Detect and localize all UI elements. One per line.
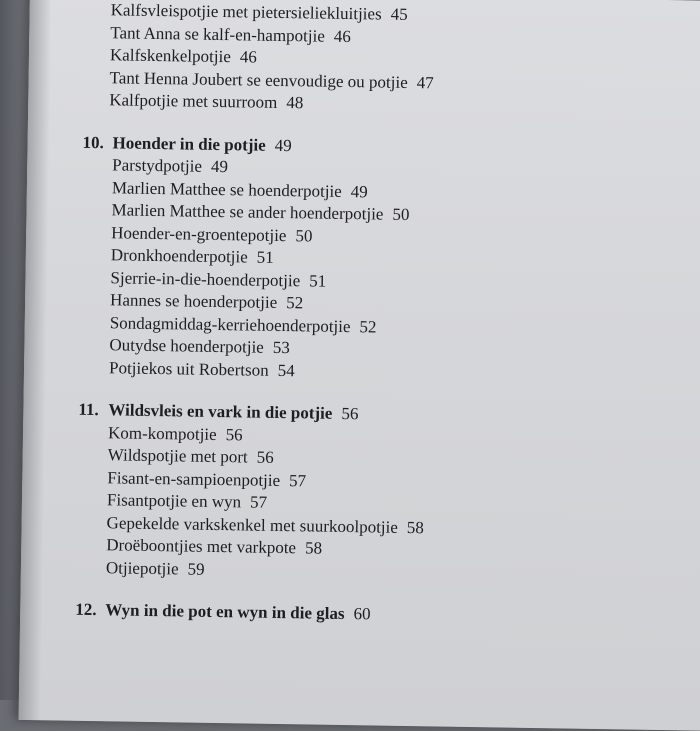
- entry-page: 49: [210, 156, 229, 177]
- entry-title: Fisant-en-sampioenpotjie: [107, 467, 281, 490]
- entry-title: Kalfsvleispotjie met pietersieliekluitjies: [110, 0, 382, 24]
- entry-title: Potjiekos uit Robertson: [108, 357, 269, 380]
- entry-title: Parstydpotjie: [112, 155, 203, 176]
- entry-title: Kalfskenkelpotjie: [109, 45, 231, 67]
- entry-title: Droëboontjies met varkpote: [106, 535, 297, 558]
- entry-page: 50: [392, 204, 410, 224]
- entry-title: Gepekelde varkskenkel met suurkoolpotjie: [106, 512, 399, 537]
- toc-section-12: [75, 599, 425, 627]
- toc-section-continued: [83, 0, 435, 117]
- toc-entry: [76, 556, 426, 584]
- entry-page: 52: [286, 293, 304, 313]
- entry-title: Sjerrie-in-die-hoenderpotjie: [110, 267, 301, 290]
- entry-page: 51: [309, 270, 327, 291]
- entry-page: 47: [416, 72, 434, 92]
- toc-entry: [79, 356, 429, 384]
- entry-title: Sondagmiddag-kerriehoenderpotjie: [109, 312, 351, 336]
- toc-section-11: [76, 399, 429, 584]
- entry-page: 46: [333, 26, 352, 46]
- table-of-contents: [75, 0, 435, 627]
- entry-page: 50: [295, 225, 313, 245]
- toc-section-10: [79, 131, 433, 384]
- entry-page: 58: [406, 517, 425, 537]
- chapter-page: 56: [341, 403, 359, 424]
- chapter-title: Wildsvleis en vark in die potjie: [108, 400, 333, 423]
- chapter-title: Hoender in die potjie: [112, 132, 266, 155]
- entry-title: Fisantpotjie en wyn: [106, 490, 242, 512]
- entry-title: Marlien Matthee se hoenderpotjie: [111, 177, 342, 201]
- entry-page: 56: [256, 447, 274, 467]
- chapter-page: 60: [353, 604, 371, 624]
- entry-page: 59: [187, 559, 205, 579]
- entry-title: Hannes se hoenderpotjie: [109, 290, 278, 312]
- entry-title: Tant Henna Joubert se eenvoudige ou potjie: [109, 67, 408, 92]
- entry-title: Dronkhoenderpotjie: [110, 245, 248, 267]
- book-page: [19, 0, 700, 731]
- entry-page: 52: [359, 316, 377, 336]
- entry-page: 56: [225, 424, 243, 444]
- entry-page: 48: [286, 93, 304, 113]
- entry-page: 58: [304, 538, 323, 558]
- entry-title: Tant Anna se kalf-en-hampotjie: [110, 22, 326, 46]
- chapter-number: 11.: [78, 399, 99, 420]
- entry-page: 45: [390, 4, 408, 24]
- entry-title: Hoender-en-groentepotjie: [111, 222, 287, 245]
- chapter-number: 10.: [82, 132, 105, 152]
- chapter-heading: [75, 599, 425, 627]
- entry-page: 57: [249, 492, 268, 512]
- entry-page: 53: [272, 337, 290, 358]
- entry-page: 49: [350, 181, 368, 201]
- chapter-title: Wyn in die pot en wyn in die glas: [105, 600, 345, 624]
- entry-title: Kalfpotjie met suurroom: [109, 90, 278, 112]
- entry-page: 57: [288, 470, 307, 490]
- entry-page: 54: [277, 360, 295, 380]
- entry-title: Kom-kompotjie: [107, 422, 217, 444]
- entry-title: Outydse hoenderpotjie: [109, 335, 264, 357]
- chapter-number: 12.: [75, 599, 97, 620]
- entry-page: 51: [256, 247, 274, 267]
- entry-title: Otjiepotjie: [105, 557, 179, 578]
- chapter-page: 49: [274, 135, 292, 155]
- entry-page: 46: [239, 47, 257, 67]
- entry-title: Wildspotjie met port: [107, 445, 248, 467]
- entry-title: Marlien Matthee se ander hoenderpotjie: [111, 200, 384, 224]
